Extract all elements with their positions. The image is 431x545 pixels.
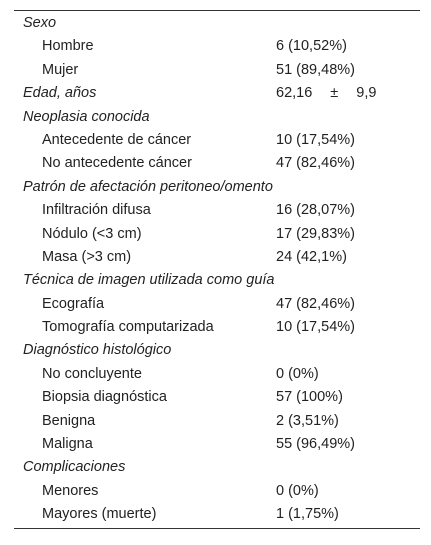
section-label-edad: Edad, años <box>23 85 97 102</box>
row-label: Menores <box>42 482 99 499</box>
section-label-neoplasia: Neoplasia conocida <box>23 108 150 125</box>
row-label: Tomografía computarizada <box>42 319 214 336</box>
row-value: 55 (96,49%) <box>276 436 355 453</box>
table-row <box>14 456 420 479</box>
table-row <box>14 106 420 129</box>
row-label: Antecedente de cáncer <box>42 131 192 148</box>
row-label: Nódulo (<3 cm) <box>42 225 142 242</box>
row-label: Masa (>3 cm) <box>42 248 132 265</box>
table-row <box>14 82 420 105</box>
row-value: 17 (29,83%) <box>276 225 355 242</box>
row-value: 51 (89,48%) <box>276 61 355 78</box>
table-row <box>14 386 420 409</box>
row-label: Mujer <box>42 61 79 78</box>
row-label: No concluyente <box>42 365 142 382</box>
row-value: 10 (17,54%) <box>276 131 355 148</box>
table-row <box>14 129 420 152</box>
table-row <box>14 316 420 339</box>
row-value: 16 (28,07%) <box>276 202 355 219</box>
table-row <box>14 12 420 35</box>
row-value: 47 (82,46%) <box>276 155 355 172</box>
table-row <box>14 410 420 433</box>
section-label-complicaciones: Complicaciones <box>23 459 126 476</box>
table-row <box>14 363 420 386</box>
table-row <box>14 246 420 269</box>
table-row <box>14 35 420 58</box>
table-row <box>14 269 420 292</box>
table-row <box>14 503 420 526</box>
age-value <box>276 82 376 105</box>
section-label-tecnica: Técnica de imagen utilizada como guía <box>23 272 275 289</box>
age-sd: 9,9 <box>356 85 377 102</box>
row-label: Infiltración difusa <box>42 202 151 219</box>
row-value: 2 (3,51%) <box>276 412 339 429</box>
row-value: 0 (0%) <box>276 365 319 382</box>
table-row <box>14 152 420 175</box>
row-label: Ecografía <box>42 295 105 312</box>
row-label: Hombre <box>42 38 94 55</box>
row-value: 6 (10,52%) <box>276 38 347 55</box>
row-label: Biopsia diagnóstica <box>42 389 167 406</box>
row-label: Maligna <box>42 436 93 453</box>
table-row <box>14 293 420 316</box>
row-label: Benigna <box>42 412 96 429</box>
table-row <box>14 433 420 456</box>
section-label-sexo: Sexo <box>23 15 57 31</box>
patient-characteristics-table <box>14 10 420 529</box>
row-value: 57 (100%) <box>276 389 343 406</box>
row-label: Mayores (muerte) <box>42 506 157 523</box>
section-label-patron: Patrón de afectación peritoneo/omento <box>23 178 273 195</box>
row-label: No antecedente cáncer <box>42 155 192 172</box>
plus-minus-sign: ± <box>330 85 339 102</box>
table-row <box>14 59 420 82</box>
row-value: 1 (1,75%) <box>276 506 339 523</box>
table-row <box>14 176 420 199</box>
table-row <box>14 339 420 362</box>
table-row <box>14 199 420 222</box>
row-value: 47 (82,46%) <box>276 295 355 312</box>
row-value: 0 (0%) <box>276 482 319 499</box>
row-value: 24 (42,1%) <box>276 248 347 265</box>
age-mean: 62,16 <box>276 85 313 102</box>
table-row <box>14 480 420 503</box>
row-value: 10 (17,54%) <box>276 319 355 336</box>
section-label-diagnostico: Diagnóstico histológico <box>23 342 172 359</box>
table-row <box>14 223 420 246</box>
